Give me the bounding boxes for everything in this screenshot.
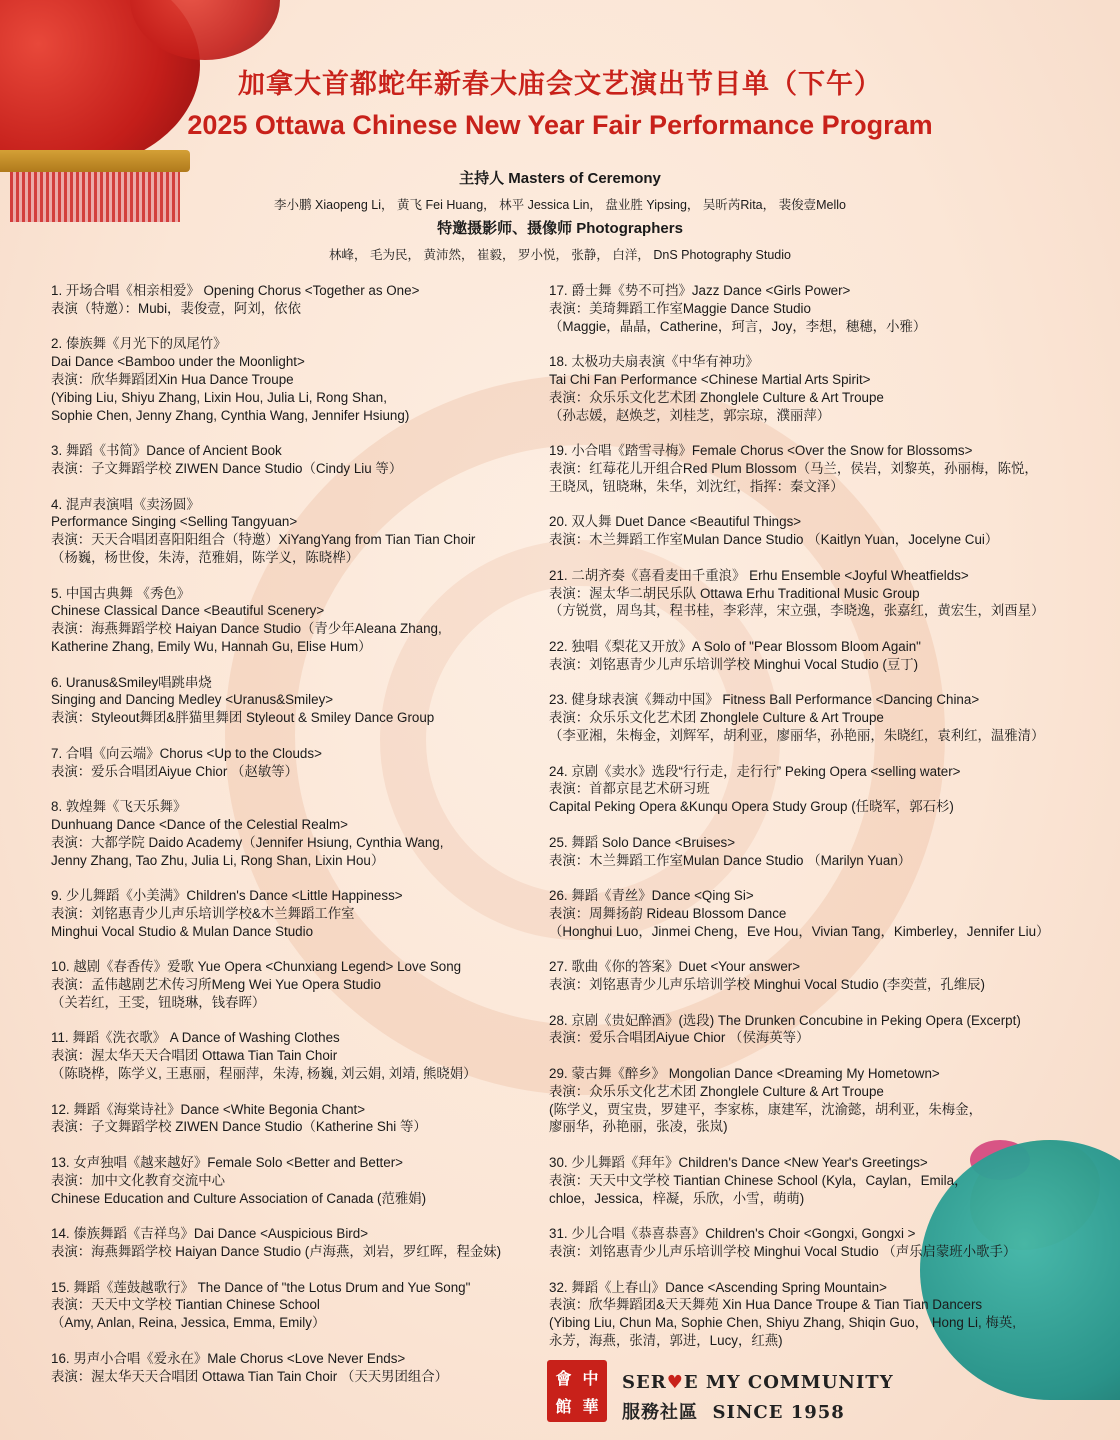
program-item-title: 16. 男声小合唱《爱永在》Male Chorus <Love Never Ends> bbox=[51, 1350, 406, 1366]
title-english: 2025 Ottawa Chinese New Year Fair Performance Program bbox=[187, 110, 933, 140]
cn-community-text: 服務社區 bbox=[622, 1402, 698, 1423]
program-item-title: 24. 京剧《卖水》选段“行行走，走行行” Peking Opera <selling water> bbox=[549, 763, 961, 779]
program-item-detail: 表演：海燕舞蹈学校 Haiyan Dance Studio (卢海燕，刘岩，罗红晖，程金妹) bbox=[51, 1244, 502, 1260]
program-item bbox=[549, 834, 1089, 870]
program-item bbox=[51, 674, 541, 727]
program-item-title: 8. 敦煌舞《飞天乐舞》 bbox=[51, 799, 187, 815]
program-item-title: 27. 歌曲《你的答案》Duet <Your answer> bbox=[549, 959, 801, 975]
program-item-title: 31. 少儿合唱《恭喜恭喜》Children's Choir <Gongxi, Gongxi > bbox=[549, 1226, 916, 1242]
program-item-detail: （李亚湘，朱梅金，刘辉军，胡利亚，廖丽华，孙艳丽，朱晓红，袁利红，温雅清） bbox=[549, 727, 1045, 743]
program-item-detail: 表演：爱乐合唱团Aiyue Chior （赵敏等） bbox=[51, 763, 299, 779]
program-item bbox=[549, 513, 1089, 549]
program-item bbox=[51, 496, 541, 567]
program-item-detail: 表演：首都京昆艺术研习班 bbox=[549, 781, 710, 797]
program-item bbox=[51, 442, 541, 478]
program-item-detail: chloe，Jessica，梓凝，乐欣，小雪，萌萌) bbox=[549, 1190, 805, 1206]
seal-char: 館 bbox=[555, 1396, 572, 1416]
program-item-title: 7. 合唱《向云端》Chorus <Up to the Clouds> bbox=[51, 745, 322, 761]
program-item-detail: 表演：孟伟越剧艺术传习所Meng Wei Yue Opera Studio bbox=[51, 977, 381, 993]
program-item-detail: 表演：木兰舞蹈工作室Mulan Dance Studio （Kaitlyn Yuan，Jocelyne Cui） bbox=[549, 532, 999, 548]
program-item-detail: 王晓凤，钮晓琳，朱华，刘沈红，指挥：秦文泽） bbox=[549, 478, 844, 494]
program-item bbox=[51, 585, 541, 656]
program-item-detail: （Amy, Anlan, Reina, Jessica, Emma, Emily） bbox=[51, 1315, 326, 1331]
program-item-detail: Dai Dance <Bamboo under the Moonlight> bbox=[51, 354, 305, 370]
program-item bbox=[549, 958, 1089, 994]
program-item-title: 6. Uranus&Smiley唱跳串烧 bbox=[51, 674, 212, 690]
program-item-detail: 表演：刘铭惠青少儿声乐培训学校 Minghui Vocal Studio (李奕萱，孔维辰) bbox=[549, 977, 986, 993]
program-item-detail: Capital Peking Opera &Kunqu Opera Study Group (任晓军，郭石杉) bbox=[549, 799, 954, 815]
program-item bbox=[549, 567, 1089, 620]
community-text: MY COMMUNITY bbox=[698, 1372, 894, 1393]
program-item-detail: Katherine Zhang, Emily Wu, Hannah Gu, Elise Hum） bbox=[51, 638, 372, 654]
program-item-detail: 表演：红莓花儿开组合Red Plum Blossom（马兰，侯岩，刘黎英，孙丽梅，陈悦， bbox=[549, 460, 1038, 476]
program-item bbox=[549, 1065, 1089, 1136]
program-item-detail: （杨巍，杨世俊，朱涛，范雅娟，陈学义，陈晓桦） bbox=[51, 549, 359, 565]
program-item-detail: 表演：渥太华天天合唱团 Ottawa Tian Tain Choir （天天男团组合） bbox=[51, 1368, 449, 1384]
program-item bbox=[51, 1029, 541, 1082]
program-item bbox=[51, 958, 541, 1011]
program-item-detail: (Yibing Liu, Shiyu Zhang, Lixin Hou, Julia Li, Rong Shan, bbox=[51, 389, 387, 405]
program-item-detail: 廖丽华，孙艳丽，张凌，张岚) bbox=[549, 1119, 728, 1135]
program-item-detail: Jenny Zhang, Tao Zhu, Julia Li, Rong Shan, Lixin Hou） bbox=[51, 852, 385, 868]
program-item-detail: 表演：大都学院 Daido Academy（Jennifer Hsiung, Cynthia Wang, bbox=[51, 834, 444, 850]
program-item-title: 13. 女声独唱《越来越好》Female Solo <Better and Better> bbox=[51, 1155, 404, 1171]
program-item-title: 32. 舞蹈《上春山》Dance <Ascending Spring Mountain> bbox=[549, 1279, 887, 1295]
program-item-detail: Tai Chi Fan Performance <Chinese Martial Arts Spirit> bbox=[549, 371, 871, 387]
program-item-detail: （方锐赏，周鸟其，程书桂，李彩萍，宋立强，李晓逸，张嘉红，黄宏生，刘酉星） bbox=[549, 603, 1045, 619]
program-item-detail: 表演：美琦舞蹈工作室Maggie Dance Studio bbox=[549, 300, 811, 316]
program-item-title: 21. 二胡齐奏《喜看麦田千重浪》 Erhu Ensemble <Joyful Wheatfields> bbox=[549, 567, 969, 583]
seal-char: 華 bbox=[582, 1396, 599, 1416]
program-item bbox=[549, 763, 1089, 816]
title-chinese: 加拿大首都蛇年新春大庙会文艺演出节目单（下午） bbox=[238, 69, 882, 100]
program-item-title: 3. 舞蹈《书简》Dance of Ancient Book bbox=[51, 443, 282, 459]
program-item-detail: （Honghui Luo，Jinmei Cheng，Eve Hou，Vivian Tang，Kimberley，Jennifer Liu） bbox=[549, 923, 1050, 939]
program-item-title: 23. 健身球表演《舞动中国》 Fitness Ball Performance <Dancing China> bbox=[549, 692, 980, 708]
serve-my-community bbox=[622, 1372, 894, 1393]
program-item-detail: Dunhuang Dance <Dance of the Celestial Realm> bbox=[51, 816, 349, 832]
association-seal-logo bbox=[547, 1360, 607, 1422]
program-item-detail: 表演：欣华舞蹈团Xin Hua Dance Troupe bbox=[51, 371, 294, 387]
program-item-detail: 永芳，海燕，张清，郭进，Lucy，红燕) bbox=[549, 1333, 783, 1349]
serve-community-cn bbox=[622, 1398, 845, 1424]
program-item bbox=[549, 282, 1089, 335]
mc-heading: 主持人 Masters of Ceremony bbox=[459, 170, 661, 187]
program-item-title: 29. 蒙古舞《醉乡》 Mongolian Dance <Dreaming My Hometown> bbox=[549, 1066, 940, 1082]
heart-icon: ♥ bbox=[666, 1372, 684, 1393]
program-item-detail: 表演：渥太华天天合唱团 Ottawa Tian Tain Choir bbox=[51, 1048, 338, 1064]
program-item-detail: Chinese Education and Culture Association of Canada (范雅娟) bbox=[51, 1190, 427, 1206]
program-item-detail: 表演：爱乐合唱团Aiyue Chior （侯海英等） bbox=[549, 1030, 810, 1046]
program-item-title: 9. 少儿舞蹈《小美满》Children's Dance <Little Happiness> bbox=[51, 888, 403, 904]
program-item-title: 10. 越剧《春香传》爱歌 Yue Opera <Chunxiang Legend> Love Song bbox=[51, 959, 462, 975]
program-item bbox=[549, 1012, 1089, 1048]
program-item-title: 12. 舞蹈《海棠诗社》Dance <White Begonia Chant> bbox=[51, 1101, 366, 1117]
program-item-detail: 表演：众乐乐文化艺术团 Zhonglele Culture & Art Troupe bbox=[549, 389, 884, 405]
program-item-detail: Sophie Chen, Jenny Zhang, Cynthia Wang, Jennifer Hsiung) bbox=[51, 407, 410, 423]
program-item-detail: 表演：周舞扬韵 Rideau Blossom Dance bbox=[549, 905, 787, 921]
program-item-title: 26. 舞蹈《青丝》Dance <Qing Si> bbox=[549, 888, 754, 904]
program-item-detail: （陈晓桦，陈学义, 王惠丽，程丽萍，朱涛, 杨巍, 刘云娟, 刘靖, 熊晓娟） bbox=[51, 1066, 477, 1082]
photographers-heading: 特邀摄影师、摄像师 Photographers bbox=[437, 220, 683, 237]
program-item bbox=[51, 282, 541, 318]
mc-names: 李小鹏 Xiaopeng Li， 黄飞 Fei Huang， 林平 Jessica Lin， 盘业胜 Yipsing， 吴昕芮Rita， 裴俊壹Mello bbox=[274, 198, 846, 212]
program-item-detail: Chinese Classical Dance <Beautiful Scenery> bbox=[51, 603, 325, 619]
program-item-title: 14. 傣族舞蹈《吉祥鸟》Dai Dance <Auspicious Bird> bbox=[51, 1226, 369, 1242]
seal-char: 中 bbox=[582, 1368, 599, 1388]
program-item bbox=[51, 1225, 541, 1261]
program-item-title: 22. 独唱《梨花又开放》A Solo of "Pear Blossom Bloom Again" bbox=[549, 638, 921, 654]
program-item-detail: 表演：海燕舞蹈学校 Haiyan Dance Studio（青少年Aleana Zhang, bbox=[51, 621, 442, 637]
program-item bbox=[51, 1279, 541, 1332]
program-item-title: 5. 中国古典舞 《秀色》 bbox=[51, 585, 191, 601]
program-item-detail: Singing and Dancing Medley <Uranus&Smiley> bbox=[51, 692, 334, 708]
program-item bbox=[549, 1225, 1089, 1261]
program-item-detail: 表演：天天合唱团喜阳阳组合（特邀）XiYangYang from Tian Tian Choir bbox=[51, 532, 476, 548]
program-item-detail: 表演：刘铭惠青少儿声乐培训学校 Minghui Vocal Studio （声乐启蒙班小歌手） bbox=[549, 1244, 1017, 1260]
program-item bbox=[51, 1350, 541, 1386]
program-item-title: 4. 混声表演唱《卖汤圆》 bbox=[51, 496, 200, 512]
seal-char: 會 bbox=[555, 1368, 572, 1388]
program-item-title: 17. 爵士舞《势不可挡》Jazz Dance <Girls Power> bbox=[549, 283, 851, 298]
program-column-right bbox=[549, 282, 1089, 1368]
program-item-title: 11. 舞蹈《洗衣歌》 A Dance of Washing Clothes bbox=[51, 1030, 340, 1046]
program-item bbox=[549, 638, 1089, 674]
program-item bbox=[51, 335, 541, 424]
program-item-title: 1. 开场合唱《相亲相爱》 Opening Chorus <Together as One> bbox=[51, 283, 420, 298]
program-item bbox=[51, 1101, 541, 1137]
program-item-detail: （关若红，王雯，钮晓琳，钱春晖） bbox=[51, 994, 266, 1010]
program-item bbox=[51, 887, 541, 940]
program-item-detail: 表演：刘铭惠青少儿声乐培训学校&木兰舞蹈工作室 bbox=[51, 905, 355, 921]
serve-text-end: E bbox=[683, 1372, 699, 1393]
program-item-detail: 表演：渥太华二胡民乐队 Ottawa Erhu Traditional Music Group bbox=[549, 585, 920, 601]
program-item-detail: 表演：刘铭惠青少儿声乐培训学校 Minghui Vocal Studio (豆丁) bbox=[549, 656, 919, 672]
program-item bbox=[549, 353, 1089, 424]
program-item-detail: 表演：加中文化教育交流中心 bbox=[51, 1172, 226, 1188]
program-item-title: 15. 舞蹈《莲鼓越歌行》 The Dance of "the Lotus Drum and Yue Song" bbox=[51, 1279, 471, 1295]
program-item-title: 28. 京剧《贵妃醉酒》(选段) The Drunken Concubine in Peking Opera (Excerpt) bbox=[549, 1012, 1021, 1028]
program-item-detail: 表演：子文舞蹈学校 ZIWEN Dance Studio（Katherine Shi 等） bbox=[51, 1119, 427, 1135]
program-item bbox=[549, 691, 1089, 744]
program-item-detail: Performance Singing <Selling Tangyuan> bbox=[51, 514, 298, 530]
program-item bbox=[549, 442, 1089, 495]
program-item bbox=[51, 745, 541, 781]
program-item-detail: 表演：天天中文学校 Tiantian Chinese School (Kyla，Caylan，Emila， bbox=[549, 1172, 968, 1188]
program-item-detail: Minghui Vocal Studio & Mulan Dance Studio bbox=[51, 923, 314, 939]
program-item-title: 25. 舞蹈 Solo Dance <Bruises> bbox=[549, 834, 736, 850]
program-column-left bbox=[51, 282, 541, 1403]
program-item bbox=[51, 1154, 541, 1207]
program-item-detail: （孙志媛，赵焕芝，刘桂芝，郭宗琼，濮丽萍） bbox=[549, 407, 831, 423]
photographers-names: 林峰， 毛为民， 黄沛然， 崔毅， 罗小悦， 张静， 白洋， DnS Photography Studio bbox=[329, 248, 791, 262]
serve-text: SER bbox=[622, 1372, 667, 1393]
program-item-detail: (陈学义，贾宝贵，罗建平，李家栋，康建军，沈渝懿，胡利亚，朱梅金， bbox=[549, 1101, 982, 1117]
program-item-detail: 表演：天天中文学校 Tiantian Chinese School bbox=[51, 1297, 320, 1313]
since-text: SINCE 1958 bbox=[712, 1402, 845, 1423]
program-item-title: 30. 少儿舞蹈《拜年》Children's Dance <New Year's Greetings> bbox=[549, 1155, 928, 1171]
program-item bbox=[549, 1279, 1089, 1350]
program-item bbox=[549, 887, 1089, 940]
program-item-title: 18. 太极功夫扇表演《中华有神功》 bbox=[549, 354, 759, 370]
program-item-detail: 表演：众乐乐文化艺术团 Zhonglele Culture & Art Troupe bbox=[549, 710, 884, 726]
program-item-detail: 表演：众乐乐文化艺术团 Zhonglele Culture & Art Troupe bbox=[549, 1083, 884, 1099]
program-item-detail: 表演：子文舞蹈学校 ZIWEN Dance Studio（Cindy Liu 等） bbox=[51, 460, 403, 476]
program-item-detail: 表演：Styleout舞团&胖猫里舞团 Styleout & Smiley Dance Group bbox=[51, 710, 435, 726]
program-item-title: 20. 双人舞 Duet Dance <Beautiful Things> bbox=[549, 514, 802, 530]
program-item-title: 2. 傣族舞《月光下的凤尾竹》 bbox=[51, 336, 227, 352]
program-item-detail: （Maggie，晶晶，Catherine，珂言，Joy，李想，穗穗，小雅） bbox=[549, 318, 927, 334]
program-item-detail: 表演（特邀）：Mubi，裴俊壹，阿刘，依依 bbox=[51, 300, 301, 316]
program-item-detail: 表演：木兰舞蹈工作室Mulan Dance Studio （Marilyn Yuan） bbox=[549, 852, 912, 868]
program-item-detail: 表演：欣华舞蹈团&天天舞苑 Xin Hua Dance Troupe & Tian Tian Dancers bbox=[549, 1297, 983, 1313]
program-item bbox=[51, 798, 541, 869]
program-item-title: 19. 小合唱《踏雪寻梅》Female Chorus <Over the Snow for Blossoms> bbox=[549, 443, 973, 459]
program-item bbox=[549, 1154, 1089, 1207]
program-item-detail: (Yibing Liu, Chun Ma, Sophie Chen, Shiyu Zhang, Shiqin Guo， Hong Li, 梅英, bbox=[549, 1315, 1016, 1331]
